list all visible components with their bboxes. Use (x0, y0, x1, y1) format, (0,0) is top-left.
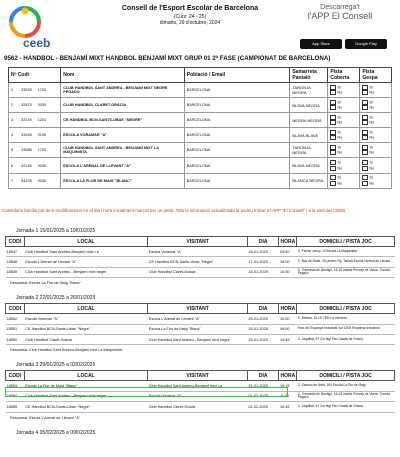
match-venue: C. Travessia de Montigó, 16-18 Institut Príncep de Viana - Escola Pegaso (297, 391, 395, 401)
team-club: 1703 (37, 88, 47, 93)
match-code: 18553 (6, 381, 25, 391)
match-row (6, 402, 395, 412)
team-name: CLUB HANDBOL SANT ANDREU - BENJAMÍ MIXT LA MAQUINISTA (61, 143, 185, 158)
match-code: 18549 (6, 267, 25, 277)
match-code: 18550 (6, 334, 25, 344)
match-visitor: Club Handbol Claret-Gràcia (148, 402, 248, 412)
match-row (6, 314, 395, 324)
team-row (9, 158, 392, 173)
match-local: Club Handbol Claret-Gràcia (24, 334, 148, 344)
pitch-grass-options (360, 143, 392, 158)
team-code (9, 98, 61, 113)
match-col-header: VISITANT (148, 304, 248, 314)
match-day: 01-02-2025 (247, 391, 279, 401)
match-venue: C. Bac de Roda, 33 (acces: Pg. Taulat) Escola l'Arenal de Llevant (297, 257, 395, 267)
team-code: 33288 (21, 133, 32, 138)
match-code: 18552 (6, 314, 25, 324)
team-name: CLUB HANDBOL CLARET-GRÀCIA (61, 98, 185, 113)
checkbox-yes[interactable]: Sí (362, 145, 389, 151)
match-row (6, 334, 395, 344)
pitch-covered-options (328, 83, 360, 98)
checkbox-yes[interactable]: Sí (330, 130, 357, 136)
col-city: Població / Email (184, 68, 290, 83)
calendar-notice: Calendaris família pot tenir modificacions en el dia i hora inicialment marcat per un partit. Tota la informació actualitzada la podeu trobar a l'APP "El Consell" i a la web del CEEB. (2, 208, 347, 213)
app-promo (285, 4, 395, 21)
checkbox-no[interactable]: No (362, 105, 389, 111)
checkbox-yes[interactable]: Sí (330, 100, 357, 106)
team-name: CE HANDBOL BCN-SANTS-UBAE "NEGRE" (61, 113, 185, 128)
match-row (6, 324, 395, 334)
checkbox-yes[interactable]: Sí (362, 100, 389, 106)
team-code: 32146 (21, 163, 32, 168)
team-num: 3 (11, 118, 14, 123)
rest-team: Descansa: Escola L'Arenal de Llevant "A" (10, 415, 81, 420)
promo-line1: Descarrega't (320, 4, 360, 11)
team-city: BARCELONA (184, 173, 290, 188)
jornada-title: Jornada 2 22/01/2025 a 26/01/2025 (16, 295, 96, 302)
match-col-header: HORA (280, 372, 296, 379)
match-code: 18547 (6, 247, 25, 257)
match-col-header: VISITANT (148, 371, 248, 381)
teams-table (8, 67, 392, 189)
match-local: CE Handbol BCN-Sants-Ubae "Negre" (24, 324, 148, 334)
checkbox-yes[interactable]: Sí (330, 115, 357, 121)
col-shirt: Samarreta Pantaló (290, 68, 328, 83)
match-row (6, 267, 395, 277)
pitch-grass-options (360, 83, 392, 98)
team-code (9, 143, 61, 158)
team-name: CLUB HANDBOL SANT ANDREU - BENJAMÍ MIXT NEGRE PEGADO (61, 83, 185, 98)
col-name: Nom (61, 68, 185, 83)
match-day: 18-01-2025 (247, 247, 279, 257)
team-name: ESCOLA L'ARENAL DE LLEVANT "A" (61, 158, 185, 173)
app-store-badge[interactable]: App Store (300, 39, 342, 49)
rest-team: Descansa: Club Handbol Sant Andreu-Benjamí mixt La Maquinista (10, 348, 122, 353)
col-covered: Pista Coberta (328, 68, 360, 83)
jornada-title: Jornada 1 15/01/2025 a 19/01/2025 (16, 228, 96, 234)
checkbox-no[interactable]: No (330, 150, 357, 156)
team-row (9, 98, 392, 113)
match-visitor: Club Handbol Claret-Gràcia (148, 267, 248, 277)
pitch-grass-options (360, 128, 392, 143)
match-col-header: DOMICILI / PISTA JOC (297, 304, 395, 314)
checkbox-yes[interactable]: Sí (362, 160, 389, 166)
team-code (9, 128, 61, 143)
team-code (9, 158, 61, 173)
match-hour: 19:15 (279, 381, 297, 391)
pitch-covered-options (328, 113, 360, 128)
match-hour: 09:00 (279, 324, 297, 334)
checkbox-no[interactable]: No (330, 90, 357, 96)
team-club: 0195 (37, 133, 47, 138)
checkbox-no[interactable]: No (330, 120, 357, 126)
checkbox-yes[interactable]: Sí (362, 130, 389, 136)
match-local: Escola La Flor de Maig "Blanc" (24, 381, 148, 391)
team-club: 1703 (37, 148, 47, 153)
col-grass: Pista Gespa (360, 68, 392, 83)
team-city: BARCELONA (184, 83, 290, 98)
team-club: 0030 (37, 103, 47, 108)
date-text: dimarts, 29 d'octubre, 2024 (159, 20, 221, 26)
match-col-header: DIA (247, 237, 279, 247)
match-header-row (6, 237, 395, 247)
match-visitor: Escola La Flor de Maig "Blanc" (148, 324, 248, 334)
checkbox-no[interactable]: No (362, 181, 389, 187)
match-day: 01-02-2025 (247, 402, 279, 412)
checkbox-yes[interactable]: Sí (330, 85, 357, 91)
team-club: 1251 (37, 118, 47, 123)
match-local: Club Handbol Sant Andreu - Benjamí mixt negre (24, 267, 148, 277)
team-shirt: TARONJA NEGRA (290, 143, 328, 158)
team-shirt: BLAVA BLAVA (290, 128, 328, 143)
match-col-header: HORA (280, 238, 296, 245)
match-hour: 10:00 (279, 314, 297, 324)
match-venue: C. Ferran Junoy, 14 Escola La Maquinista (297, 247, 395, 257)
team-city: BARCELONA (184, 128, 290, 143)
pitch-covered-options (328, 143, 360, 158)
team-code (9, 83, 61, 98)
match-col-header: LOCAL (24, 237, 148, 247)
match-day: 25-01-2025 (247, 324, 279, 334)
match-day: 18-01-2025 (247, 267, 279, 277)
match-code: 18551 (6, 324, 25, 334)
checkbox-yes[interactable]: Sí (330, 145, 357, 151)
pitch-grass-options (360, 98, 392, 113)
match-day: 25-01-2025 (247, 314, 279, 324)
pitch-covered-options (328, 173, 360, 188)
match-local: CE Handbol BCN-Sants-Ubae "Negre" (24, 402, 148, 412)
checkbox-yes[interactable]: Sí (330, 175, 357, 181)
competition-title: 9562 - HANDBOL - BENJAMÍ MIXT HANDBOL BENJAMÍ MIXT GRUP 01 2ª FASE (CAMPIONAT DE BARCELONA) (4, 55, 331, 62)
match-col-header: DOMICILI / PISTA JOC (297, 371, 395, 381)
team-name: ESCOLA LA FLOR DE MAIG "BLANC" (61, 173, 185, 188)
checkbox-no[interactable]: No (362, 135, 389, 141)
match-code: 18555 (6, 402, 25, 412)
svg-text:ceeb: ceeb (23, 36, 51, 50)
team-city: BARCELONA (184, 98, 290, 113)
team-num: 6 (11, 163, 14, 168)
team-num: 2 (11, 103, 14, 108)
match-col-header: DIA (247, 371, 279, 381)
team-shirt: BLAVA NEGRA (290, 158, 328, 173)
match-visitor: CE Handbol BCN-Sants-Ubae "Negre" (148, 257, 248, 267)
team-row (9, 113, 392, 128)
checkbox-yes[interactable]: Sí (362, 175, 389, 181)
teams-header-row (9, 68, 392, 83)
checkbox-no[interactable]: No (362, 120, 389, 126)
team-city: BARCELONA (184, 113, 290, 128)
team-row (9, 173, 392, 188)
match-header-row (6, 304, 395, 314)
team-club: 0036 (37, 163, 47, 168)
highlighted-match (5, 387, 288, 397)
jornada-title: Jornada 3 29/01/2025 a 02/02/2025 (16, 362, 96, 369)
course-text: (Curs: 24 - 25) (173, 14, 207, 20)
checkbox-no[interactable]: No (330, 105, 357, 111)
match-table (5, 236, 395, 278)
col-num: Nº Codi (9, 68, 61, 83)
team-num: 4 (11, 133, 14, 138)
ceeb-logo (5, 2, 60, 50)
match-hour: 10:45 (279, 334, 297, 344)
team-code: 33586 (21, 148, 32, 153)
match-col-header: CODI (6, 237, 25, 247)
match-hour: 10:45 (279, 402, 297, 412)
match-hour: 11:30 (279, 391, 297, 401)
checkbox-yes[interactable]: Sí (330, 160, 357, 166)
pitch-grass-options (360, 113, 392, 128)
store-badges (300, 32, 390, 46)
team-num: 7 (11, 178, 14, 183)
rest-team: Descansa: Escola La Flor de Maig "Blanc" (10, 281, 82, 286)
team-club: 0036 (37, 178, 47, 183)
match-venue: C. Binéfar, 15-19 CEM La Verneda (297, 314, 395, 324)
match-local: Escola Voramar "A" (24, 314, 148, 324)
match-col-header: DIA (247, 304, 279, 314)
match-visitor: Escola L'Arenal de Llevant "A" (148, 314, 248, 324)
checkbox-yes[interactable]: Sí (362, 115, 389, 121)
match-code: 18554 (6, 391, 25, 401)
team-num: 5 (11, 148, 14, 153)
team-row (9, 83, 392, 98)
match-day: 25-01-2025 (247, 334, 279, 344)
match-visitor: Escola Voramar "A" (148, 391, 248, 401)
checkbox-no[interactable]: No (330, 181, 357, 187)
match-visitor: Escola Voramar "A" (148, 247, 248, 257)
match-venue: Parc de l'Espanya Industrial, s/n CEM l'Espanya Industrial (297, 324, 395, 334)
checkbox-yes[interactable]: Sí (362, 85, 389, 91)
team-code: 32875 (21, 103, 32, 108)
match-day: 31-01-2025 (247, 381, 279, 391)
match-local: Club Handbol Sant Andreu-Benjamí mixt La (24, 247, 148, 257)
match-col-header: CODI (6, 371, 25, 381)
match-col-header: HORA (280, 305, 296, 312)
match-code: 18548 (6, 257, 25, 267)
match-venue: C. Legalitat, 67 Col·legi Pau Casals de Gràcia (297, 334, 395, 344)
match-col-header: LOCAL (24, 371, 148, 381)
pitch-covered-options (328, 128, 360, 143)
team-city: BARCELONA (184, 158, 290, 173)
checkbox-no[interactable]: No (330, 135, 357, 141)
pitch-grass-options (360, 173, 392, 188)
pitch-grass-options (360, 158, 392, 173)
team-code (9, 173, 61, 188)
match-local: Escola L'Arenal de Llevant "A" (24, 257, 148, 267)
pitch-covered-options (328, 98, 360, 113)
team-row (9, 128, 392, 143)
team-row (9, 143, 392, 158)
checkbox-no[interactable]: No (362, 90, 389, 96)
match-col-header: DOMICILI / PISTA JOC (297, 237, 395, 247)
match-local: Club Handbol Sant Andreu - Benjamí mixt negre (24, 391, 148, 401)
match-col-header: VISITANT (148, 237, 248, 247)
team-shirt: BLANCA NEGRA (290, 173, 328, 188)
checkbox-no[interactable]: No (330, 166, 357, 172)
match-hour: 10:30 (279, 267, 297, 277)
promo-line2: l'APP El Consell (307, 11, 373, 21)
match-col-header: LOCAL (24, 304, 148, 314)
checkbox-no[interactable]: No (362, 150, 389, 156)
team-code: 33535 (21, 88, 32, 93)
match-day: 17-01-2025 (247, 257, 279, 267)
checkbox-no[interactable]: No (362, 166, 389, 172)
team-code: 34198 (21, 178, 32, 183)
course-label (95, 14, 285, 26)
match-venue: C. Sancho de Ávila, 164 Escola La Flor de Maig (297, 381, 395, 391)
pitch-covered-options (328, 158, 360, 173)
team-city: BARCELONA (184, 143, 290, 158)
match-col-header: CODI (6, 304, 25, 314)
match-header-row (6, 371, 395, 381)
match-venue: C. Travessia de Montigó, 16-18 Institut Príncep de Viana - Escola Pegaso (297, 267, 395, 277)
match-hour: 18:00 (279, 257, 297, 267)
match-row (6, 257, 395, 267)
match-visitor: Club Handbol Sant Andreu-Benjamí mixt La (148, 381, 248, 391)
google-play-badge[interactable]: Google Play (345, 39, 387, 49)
match-venue: C. Legalitat, 67 Col·legi Pau Casals de Gràcia (297, 402, 395, 412)
team-shirt: TARONJA NEGRA (290, 83, 328, 98)
match-hour: 09:30 (279, 247, 297, 257)
match-table (5, 303, 395, 345)
team-shirt: BLAVA NEGRA (290, 98, 328, 113)
jornada-title: Jornada 4 05/02/2025 a 09/02/2025 (16, 429, 96, 436)
team-shirt: NEGRA NEGRA (290, 113, 328, 128)
match-visitor: Club Handbol Sant Andreu - Benjamí mixt negre (148, 334, 248, 344)
document-title: Consell de l'Esport Escolar de Barcelona (121, 5, 259, 12)
team-name: ESCOLA VORAMAR "A" (61, 128, 185, 143)
team-num: 1 (11, 88, 14, 93)
match-row (6, 247, 395, 257)
team-code: 33749 (21, 118, 32, 123)
team-code (9, 113, 61, 128)
